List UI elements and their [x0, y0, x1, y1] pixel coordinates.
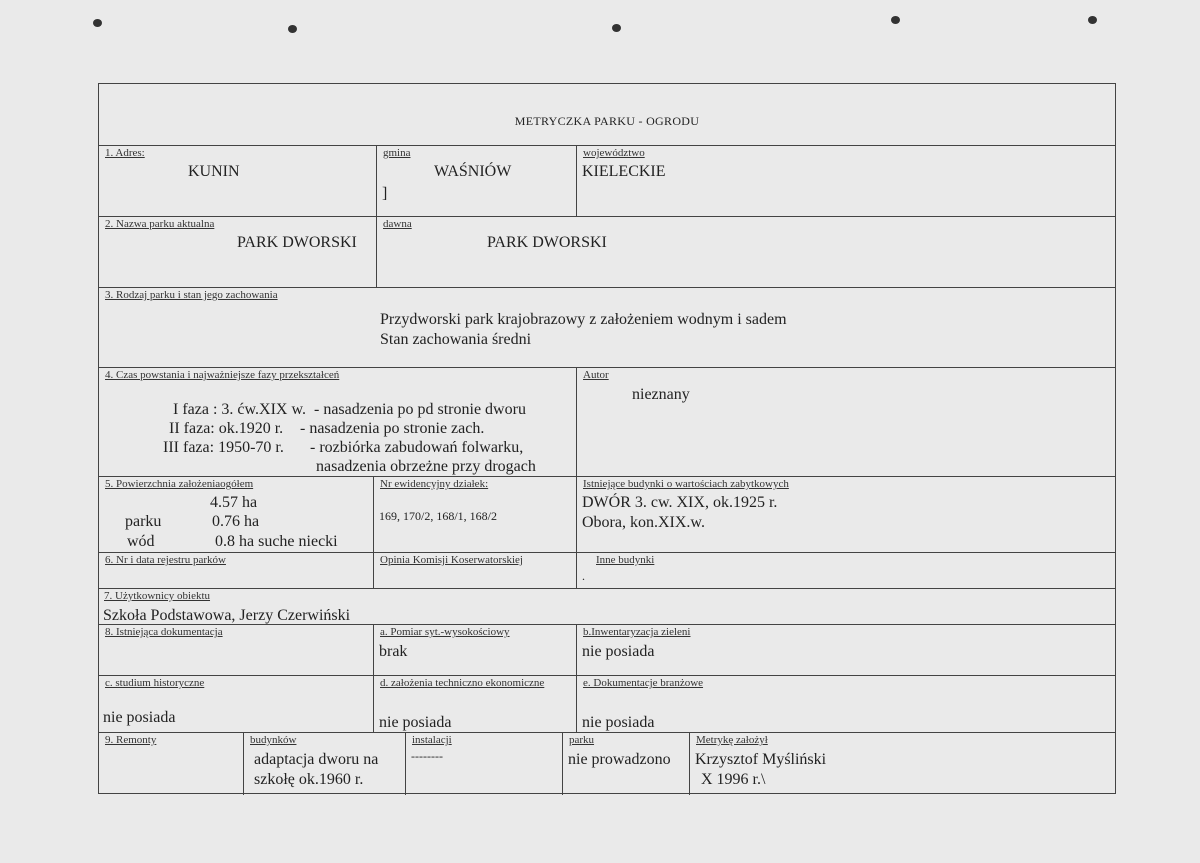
- tech-economic-label: d. założenia techniczno ekonomiczne: [380, 677, 545, 689]
- register-cell: [99, 553, 373, 588]
- author-label: Autor: [583, 369, 609, 381]
- branch-docs-cell: [576, 676, 1115, 732]
- phase1-desc: - nasadzenia po pd stronie dworu: [314, 401, 526, 418]
- other-buildings-label: Inne budynki: [596, 554, 655, 566]
- plot-number-label: Nr ewidencyjny działek:: [380, 478, 489, 490]
- address-row: [99, 146, 1115, 217]
- historical-study-cell: [99, 676, 373, 732]
- installations-cell: [405, 733, 562, 795]
- park-type-line1: Przydworski park krajobrazowy z założeniem wodnym i sadem: [380, 311, 787, 328]
- former-name-cell: [376, 217, 1115, 287]
- current-name-label: 2. Nazwa parku aktualna: [105, 218, 215, 230]
- opinion-cell: [373, 553, 576, 588]
- punch-hole: [612, 24, 621, 32]
- buildings-label: Istniejące budynki o wartościach zabytkowych: [583, 478, 789, 490]
- phase1-date: I faza : 3. ćw.XIX w.: [173, 401, 306, 418]
- area-total: 4.57 ha: [210, 494, 258, 511]
- buildings-renovation-line1: adaptacja dworu na: [254, 751, 379, 768]
- record-author-label: Metrykę założył: [696, 734, 768, 746]
- opinion-label: Opinia Komisji Koserwatorskiej: [380, 554, 523, 566]
- area-cell: [99, 477, 373, 552]
- studies-row: [99, 676, 1115, 733]
- name-row: [99, 217, 1115, 288]
- park-renovation-value: nie prowadzono: [568, 751, 671, 768]
- documentation-row: [99, 625, 1115, 676]
- phases-cell: [99, 368, 576, 476]
- tech-economic-cell: [373, 676, 576, 732]
- author-cell: [576, 368, 1115, 476]
- park-area-label: parku: [125, 513, 162, 530]
- gmina-cell: [376, 146, 576, 216]
- form-title: METRYCZKA PARKU - OGRODU: [514, 114, 700, 128]
- branch-docs-label: e. Dokumentacje branżowe: [583, 677, 704, 689]
- users-row: [99, 589, 1115, 625]
- voivodeship-label: województwo: [583, 147, 645, 159]
- form-frame: [98, 83, 1116, 794]
- users-value: Szkoła Podstawowa, Jerzy Czerwiński: [103, 607, 351, 624]
- phase3-desc-cont: nasadzenia obrzeżne przy drogach: [316, 458, 536, 475]
- park-type-cell: [99, 288, 1115, 367]
- park-type-row: [99, 288, 1115, 368]
- gmina-mark: ]: [382, 185, 388, 202]
- park-renovation-cell: [562, 733, 689, 795]
- documentation-cell: [99, 625, 373, 675]
- plot-number-cell: [373, 477, 576, 552]
- documentation-label: 8. Istniejąca dokumentacja: [105, 626, 223, 638]
- greenery-inventory-value: nie posiada: [582, 643, 655, 660]
- current-name-cell: [99, 217, 376, 287]
- area-row: [99, 477, 1115, 553]
- renovations-cell: [99, 733, 243, 795]
- phase3-desc: - rozbiórka zabudowań folwarku,: [310, 439, 524, 456]
- address-label: 1. Adres:: [105, 147, 145, 159]
- current-name-value: PARK DWORSKI: [237, 234, 357, 251]
- voivodeship-value: KIELECKIE: [582, 163, 666, 180]
- tech-economic-value: nie posiada: [379, 714, 452, 731]
- plot-number-value: 169, 170/2, 168/1, 168/2: [379, 509, 498, 523]
- park-renovation-label: parku: [569, 734, 595, 746]
- building-1: DWÓR 3. cw. XIX, ok.1925 r.: [582, 494, 778, 511]
- register-label: 6. Nr i data rejestru parków: [105, 554, 226, 566]
- historical-study-label: c. studium historyczne: [105, 677, 205, 689]
- park-type-line2: Stan zachowania średni: [380, 331, 532, 348]
- water-area-label: wód: [127, 533, 155, 550]
- building-2: Obora, kon.XIX.w.: [582, 514, 705, 531]
- phase2-desc: - nasadzenia po stronie zach.: [300, 420, 485, 437]
- greenery-inventory-cell: [576, 625, 1115, 675]
- water-area-value: 0.8 ha suche niecki: [215, 533, 338, 550]
- punch-hole: [288, 25, 297, 33]
- punch-hole: [1088, 16, 1097, 24]
- punch-hole: [891, 16, 900, 24]
- author-value: nieznany: [632, 386, 690, 403]
- address-cell: [99, 146, 376, 216]
- other-buildings-cell: [576, 553, 1115, 588]
- record-author-cell: [689, 733, 1115, 795]
- survey-label: a. Pomiar syt.-wysokościowy: [380, 626, 510, 638]
- punch-hole: [93, 19, 102, 27]
- renovations-row: [99, 733, 1115, 795]
- address-value: KUNIN: [188, 163, 240, 180]
- history-row: [99, 368, 1115, 477]
- buildings-renovation-label: budynków: [250, 734, 297, 746]
- voivodeship-cell: [576, 146, 1115, 216]
- greenery-inventory-label: b.Inwentaryzacja zieleni: [583, 626, 691, 638]
- renovations-label: 9. Remonty: [105, 734, 157, 746]
- gmina-label: gmina: [383, 147, 411, 159]
- buildings-cell: [576, 477, 1115, 552]
- phase2-date: II faza: ok.1920 r.: [169, 420, 284, 437]
- former-name-value: PARK DWORSKI: [487, 234, 607, 251]
- buildings-renovation-line2: szkołę ok.1960 r.: [254, 771, 364, 788]
- survey-value: brak: [379, 643, 408, 660]
- record-author-name: Krzysztof Myśliński: [695, 751, 827, 768]
- phase3-date: III faza: 1950-70 r.: [163, 439, 284, 456]
- park-type-label: 3. Rodzaj parku i stan jego zachowania: [105, 289, 278, 301]
- buildings-renovation-cell: [243, 733, 405, 795]
- installations-value: --------: [411, 749, 443, 763]
- historical-study-value: nie posiada: [103, 709, 176, 726]
- gmina-value: WAŚNIÓW: [434, 163, 512, 180]
- installations-label: instalacji: [412, 734, 452, 746]
- record-author-date: X 1996 r.\: [701, 771, 766, 788]
- former-name-label: dawna: [383, 218, 412, 230]
- register-row: [99, 553, 1115, 589]
- phases-label: 4. Czas powstania i najważniejsze fazy przekształceń: [105, 369, 340, 381]
- other-buildings-value: .: [582, 569, 585, 583]
- park-area-value: 0.76 ha: [212, 513, 260, 530]
- users-cell: [99, 589, 1115, 624]
- survey-cell: [373, 625, 576, 675]
- branch-docs-value: nie posiada: [582, 714, 655, 731]
- title-row: [99, 84, 1115, 146]
- users-label: 7. Użytkownicy obiektu: [104, 590, 211, 602]
- area-label: 5. Powierzchnia założeniaogółem: [105, 478, 254, 490]
